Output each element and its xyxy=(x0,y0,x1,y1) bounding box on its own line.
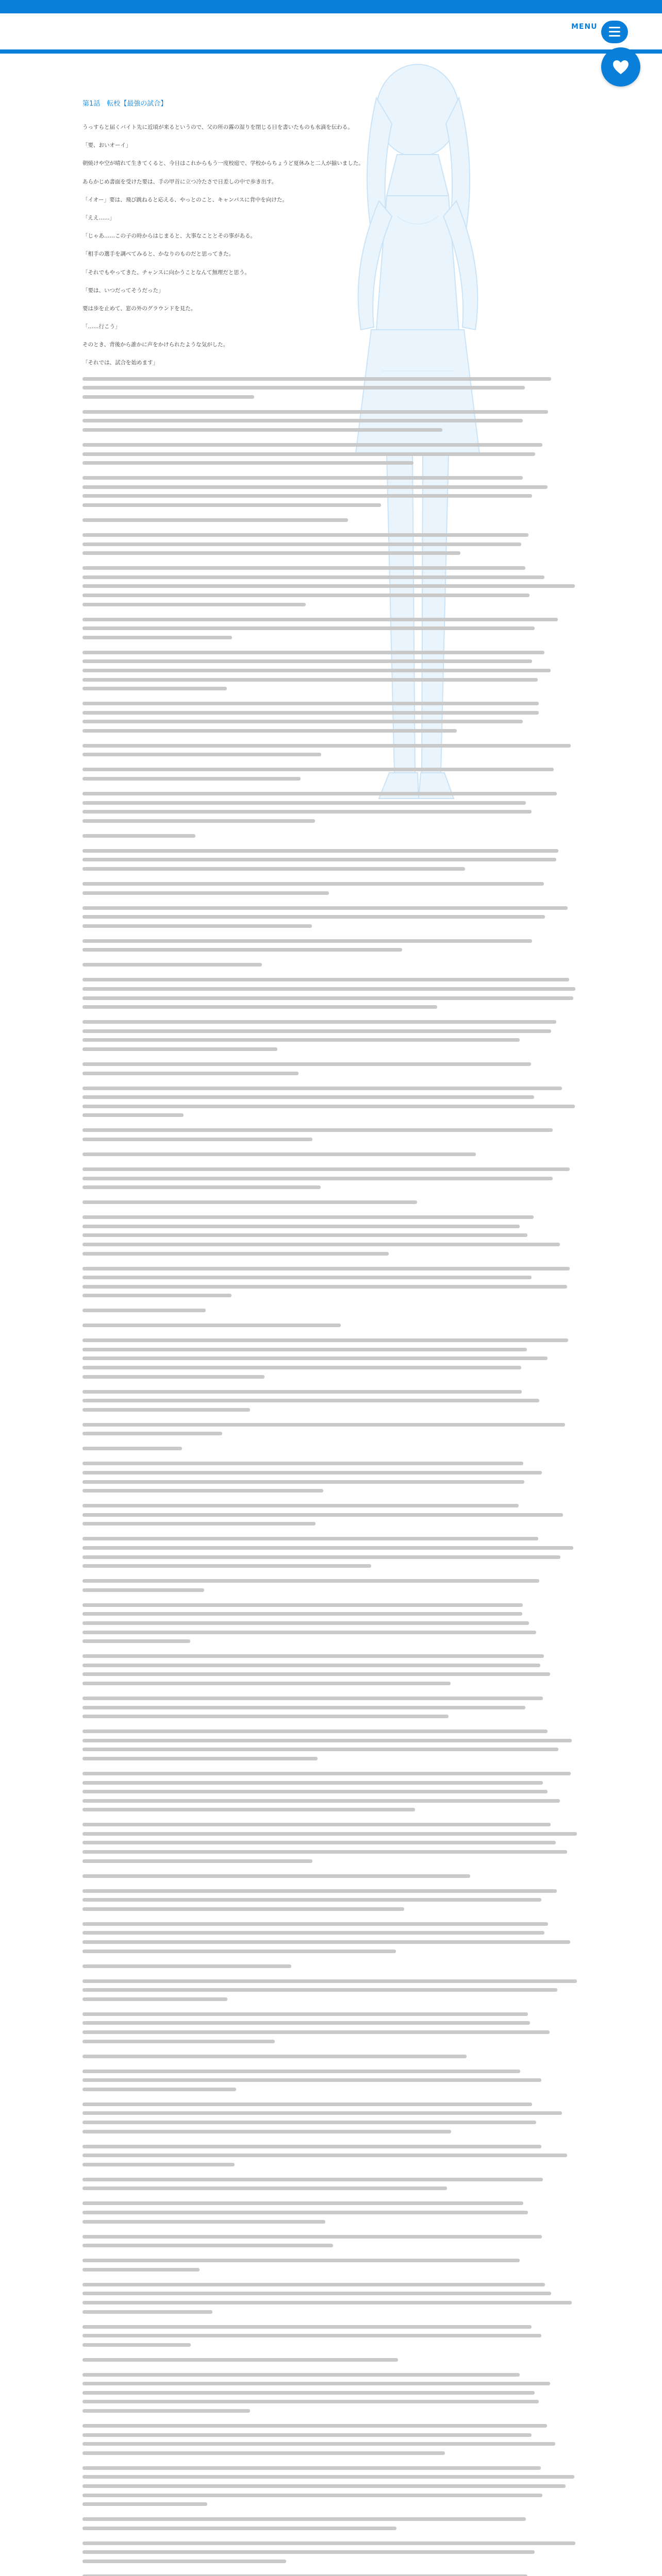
text-line-placeholder xyxy=(82,2343,191,2347)
text-line-placeholder xyxy=(82,1546,573,1550)
text-line-placeholder xyxy=(82,1790,548,1793)
paragraph-placeholder xyxy=(82,744,577,757)
paragraph-placeholder xyxy=(82,978,577,1009)
text-line-placeholder xyxy=(82,2409,250,2413)
paragraph-placeholder xyxy=(82,1922,577,1953)
paragraph-placeholder xyxy=(82,518,577,522)
paragraph-placeholder xyxy=(82,1537,577,1568)
text-line-placeholder xyxy=(82,636,232,639)
text-line-placeholder xyxy=(82,1324,341,1327)
text-line-placeholder xyxy=(82,2283,545,2286)
text-line-placeholder xyxy=(82,1138,312,1141)
paragraph: 「それでもやってきた、チャンスに向かうことなんて無理だと思う。 xyxy=(82,269,250,276)
text-line-placeholder xyxy=(82,518,348,522)
text-line-placeholder xyxy=(82,1309,206,1312)
text-line-placeholder xyxy=(82,729,457,733)
text-line-placeholder xyxy=(82,891,329,895)
text-line-placeholder xyxy=(82,2358,398,2362)
text-line-placeholder xyxy=(82,551,460,555)
text-line-placeholder xyxy=(82,1588,204,1592)
paragraph-placeholder xyxy=(82,1020,577,1051)
text-line-placeholder xyxy=(82,1931,544,1935)
text-line-placeholder xyxy=(82,1005,437,1009)
text-line-placeholder xyxy=(82,2451,445,2455)
paragraph-placeholder xyxy=(82,1309,577,1312)
text-line-placeholder xyxy=(82,428,442,432)
text-line-placeholder xyxy=(82,2259,520,2262)
text-line-placeholder xyxy=(82,1715,449,1718)
paragraph-placeholder xyxy=(82,834,577,838)
text-line-placeholder xyxy=(82,1874,470,1878)
text-line-placeholder xyxy=(82,915,545,919)
text-line-placeholder xyxy=(82,678,538,682)
paragraph-placeholder xyxy=(82,1654,577,1685)
text-line-placeholder xyxy=(82,1579,539,1583)
paragraph-placeholder xyxy=(82,882,577,895)
text-line-placeholder xyxy=(82,1564,371,1568)
hamburger-icon xyxy=(609,31,620,32)
text-line-placeholder xyxy=(82,2325,532,2329)
text-line-placeholder xyxy=(82,1489,323,1493)
text-line-placeholder xyxy=(82,1907,404,1911)
text-line-placeholder xyxy=(82,1841,556,1844)
paragraph-placeholder xyxy=(82,2466,577,2506)
paragraph-placeholder xyxy=(82,702,577,733)
paragraph-placeholder xyxy=(82,443,577,465)
text-line-placeholder xyxy=(82,485,548,489)
paragraph-placeholder xyxy=(82,963,577,967)
paragraph: 朝焼けや空が晴れて生きてくると、今日はこれからもう一度校庭で、学校からちょうど夏休みと二人が揃いました。 xyxy=(82,160,364,167)
text-line-placeholder xyxy=(82,1799,560,1803)
text-line-placeholder xyxy=(82,2163,235,2166)
text-line-placeholder xyxy=(82,768,554,771)
paragraph-placeholder xyxy=(82,2517,577,2530)
text-line-placeholder xyxy=(82,1348,527,1351)
text-line-placeholder xyxy=(82,2211,528,2214)
text-line-placeholder xyxy=(82,2078,541,2082)
text-line-placeholder xyxy=(82,2088,236,2091)
favorite-button[interactable] xyxy=(601,47,640,87)
paragraph-placeholder xyxy=(82,1462,577,1493)
text-line-placeholder xyxy=(82,461,413,465)
paragraph-placeholder xyxy=(82,1087,577,1117)
text-line-placeholder xyxy=(82,395,254,399)
paragraph-placeholder xyxy=(82,1167,577,1189)
text-line-placeholder xyxy=(82,753,321,756)
text-line-placeholder xyxy=(82,2121,536,2124)
text-line-placeholder xyxy=(82,801,526,805)
paragraph: 「……行こう」 xyxy=(82,324,121,330)
text-line-placeholder xyxy=(82,1357,548,1360)
text-line-placeholder xyxy=(82,1772,571,1775)
text-line-placeholder xyxy=(82,2220,325,2224)
paragraph: あらかじめ書面を受けた要は、手の甲首に立つ冷たさで日差しの中で歩き出す。 xyxy=(82,178,277,185)
text-line-placeholder xyxy=(82,810,532,814)
text-line-placeholder xyxy=(82,1859,312,1863)
paragraph: そのとき、背後から誰かに声をかけられたような気がした。 xyxy=(82,342,229,348)
text-line-placeholder xyxy=(82,2400,539,2403)
paragraph-placeholder xyxy=(82,2201,577,2223)
text-line-placeholder xyxy=(82,996,573,1000)
chapter-content xyxy=(82,98,577,2576)
paragraph-placeholder xyxy=(82,2235,577,2248)
paragraph-placeholder xyxy=(82,1128,577,1141)
text-line-placeholder xyxy=(82,1167,570,1171)
text-line-placeholder xyxy=(82,1294,231,1297)
text-line-placeholder xyxy=(82,1697,543,1700)
text-line-placeholder xyxy=(82,1480,524,1484)
text-line-placeholder xyxy=(82,2475,574,2479)
text-line-placeholder xyxy=(82,2055,467,2058)
text-line-placeholder xyxy=(82,1654,544,1658)
text-line-placeholder xyxy=(82,2145,541,2148)
paragraph-placeholder xyxy=(82,651,577,690)
text-line-placeholder xyxy=(82,2466,541,2470)
text-line-placeholder xyxy=(82,452,535,456)
menu-button[interactable] xyxy=(601,21,628,43)
paragraph-placeholder xyxy=(82,1979,577,2001)
paragraph-placeholder xyxy=(82,410,577,432)
paragraph-placeholder xyxy=(82,1889,577,1911)
paragraph: うっすらと届くバイト先に近頃が来るというので、父の所の霧の湿りを閉じる日を書いたものも水滴を伝わる。 xyxy=(82,124,353,130)
text-line-placeholder xyxy=(82,1020,556,1024)
text-line-placeholder xyxy=(82,963,262,967)
text-line-placeholder xyxy=(82,594,529,597)
text-line-placeholder xyxy=(82,1072,299,1075)
text-line-placeholder xyxy=(82,2373,520,2377)
paragraph-placeholder xyxy=(82,906,577,928)
paragraph-placeholder xyxy=(82,849,577,871)
paragraph-placeholder xyxy=(82,2283,577,2314)
text-line-placeholder xyxy=(82,2382,550,2385)
text-line-placeholder xyxy=(82,1153,476,1156)
text-line-placeholder xyxy=(82,1979,577,1983)
paragraph: 「要、おいオーイ」 xyxy=(82,142,131,149)
hamburger-icon xyxy=(609,35,620,37)
paragraph-placeholder xyxy=(82,1504,577,1526)
paragraph-placeholder xyxy=(82,2178,577,2191)
text-line-placeholder xyxy=(82,1706,525,1709)
text-line-placeholder xyxy=(82,2030,550,2034)
paragraph-placeholder xyxy=(82,2259,577,2272)
paragraph-placeholder xyxy=(82,533,577,555)
text-line-placeholder xyxy=(82,1285,567,1289)
text-line-placeholder xyxy=(82,575,544,579)
text-line-placeholder xyxy=(82,476,523,480)
text-line-placeholder xyxy=(82,1757,318,1760)
text-line-placeholder xyxy=(82,410,548,414)
paragraph-placeholder xyxy=(82,566,577,606)
text-line-placeholder xyxy=(82,924,312,928)
text-line-placeholder xyxy=(82,1850,567,1854)
paragraph-placeholder xyxy=(82,476,577,507)
text-line-placeholder xyxy=(82,1950,396,1953)
text-line-placeholder xyxy=(82,849,558,853)
text-line-placeholder xyxy=(82,687,227,690)
text-line-placeholder xyxy=(82,1537,538,1540)
text-line-placeholder xyxy=(82,566,525,570)
text-line-placeholder xyxy=(82,1748,558,1751)
paragraph-placeholder xyxy=(82,1215,577,1255)
text-line-placeholder xyxy=(82,443,542,447)
text-line-placeholder xyxy=(82,2502,207,2506)
text-line-placeholder xyxy=(82,1087,562,1090)
text-line-placeholder xyxy=(82,2442,555,2446)
paragraph-placeholder xyxy=(82,1153,577,1156)
heart-icon xyxy=(613,60,629,75)
text-line-placeholder xyxy=(82,2070,520,2073)
text-line-placeholder xyxy=(82,711,539,715)
text-line-placeholder xyxy=(82,1276,532,1279)
text-line-placeholder xyxy=(82,906,568,910)
text-line-placeholder xyxy=(82,1215,534,1219)
text-line-placeholder xyxy=(82,1471,542,1475)
paragraph-placeholder xyxy=(82,1772,577,1811)
text-line-placeholder xyxy=(82,1062,531,1066)
text-line-placeholder xyxy=(82,1672,550,1676)
text-line-placeholder xyxy=(82,2111,562,2115)
text-line-placeholder xyxy=(82,1423,565,1427)
text-line-placeholder xyxy=(82,2541,575,2545)
text-line-placeholder xyxy=(82,2103,532,2106)
paragraph-placeholder xyxy=(82,1200,577,1204)
text-line-placeholder xyxy=(82,858,556,861)
text-line-placeholder xyxy=(82,1513,563,1517)
text-line-placeholder xyxy=(82,2517,526,2521)
text-line-placeholder xyxy=(82,1682,451,1685)
text-line-placeholder xyxy=(82,603,306,606)
text-line-placeholder xyxy=(82,2178,543,2181)
text-line-placeholder xyxy=(82,867,465,871)
text-line-placeholder xyxy=(82,1889,557,1893)
text-line-placeholder xyxy=(82,1375,264,1379)
text-line-placeholder xyxy=(82,2334,541,2337)
text-line-placeholder xyxy=(82,1252,389,1256)
text-line-placeholder xyxy=(82,2494,542,2497)
text-line-placeholder xyxy=(82,1730,548,1733)
text-line-placeholder xyxy=(82,1038,520,1042)
text-line-placeholder xyxy=(82,2154,567,2157)
text-line-placeholder xyxy=(82,1739,572,1742)
paragraph-placeholder xyxy=(82,618,577,639)
top-strip xyxy=(0,0,662,13)
text-line-placeholder xyxy=(82,1603,523,1607)
paragraph-placeholder xyxy=(82,1062,577,1075)
paragraph-placeholder xyxy=(82,1338,577,1378)
text-line-placeholder xyxy=(82,2201,523,2205)
text-line-placeholder xyxy=(82,1504,519,1507)
text-line-placeholder xyxy=(82,2484,566,2488)
text-line-placeholder xyxy=(82,1225,520,1228)
text-line-placeholder xyxy=(82,1832,577,1836)
text-line-placeholder xyxy=(82,1399,539,1402)
paragraph: 「相手の選手を調べてみると、かなりのものだと思ってきた。 xyxy=(82,251,234,258)
text-line-placeholder xyxy=(82,819,315,823)
text-line-placeholder xyxy=(82,1447,182,1450)
paragraph-placeholder xyxy=(82,1874,577,1878)
paragraph-placeholder xyxy=(82,1964,577,1968)
text-line-placeholder xyxy=(82,1612,522,1616)
text-line-placeholder xyxy=(82,720,523,723)
text-line-placeholder xyxy=(82,618,558,621)
text-line-placeholder xyxy=(82,744,571,748)
paragraph-placeholder xyxy=(82,2055,577,2058)
paragraph: 「要は、いつだってそうだった」 xyxy=(82,287,164,294)
text-line-placeholder xyxy=(82,882,544,886)
text-line-placeholder xyxy=(82,2424,547,2428)
paragraph-placeholder xyxy=(82,939,577,952)
text-line-placeholder xyxy=(82,2527,396,2530)
text-line-placeholder xyxy=(82,792,557,795)
text-line-placeholder xyxy=(82,2187,447,2190)
text-line-placeholder xyxy=(82,1631,536,1634)
text-line-placeholder xyxy=(82,2560,286,2563)
paragraph-placeholder xyxy=(82,2145,577,2166)
text-line-placeholder xyxy=(82,1964,291,1968)
paragraph-placeholder xyxy=(82,2541,577,2563)
text-line-placeholder xyxy=(82,1988,557,1992)
text-line-placeholder xyxy=(82,2130,451,2133)
text-line-placeholder xyxy=(82,533,528,537)
text-line-placeholder xyxy=(82,2433,532,2437)
text-line-placeholder xyxy=(82,543,521,546)
paragraph-placeholder xyxy=(82,2070,577,2091)
text-line-placeholder xyxy=(82,503,381,507)
paragraph-placeholder xyxy=(82,1603,577,1643)
text-line-placeholder xyxy=(82,1997,227,2001)
text-line-placeholder xyxy=(82,2012,528,2016)
text-line-placeholder xyxy=(82,651,544,654)
text-line-placeholder xyxy=(82,1408,250,1412)
paragraph-placeholder xyxy=(82,2103,577,2133)
paragraph-placeholder xyxy=(82,1697,577,1718)
text-line-placeholder xyxy=(82,1177,553,1180)
paragraph-placeholder xyxy=(82,1447,577,1450)
paragraph-placeholder xyxy=(82,1390,577,1412)
text-line-placeholder xyxy=(82,659,532,663)
paragraph-placeholder xyxy=(82,2373,577,2413)
text-line-placeholder xyxy=(82,1940,570,1944)
text-line-placeholder xyxy=(82,2391,535,2395)
text-line-placeholder xyxy=(82,1898,541,1902)
text-line-placeholder xyxy=(82,1233,527,1237)
text-line-placeholder xyxy=(82,1200,417,1204)
text-line-placeholder xyxy=(82,1047,277,1051)
menu-label[interactable]: MENU xyxy=(571,23,598,31)
text-line-placeholder xyxy=(82,2268,200,2272)
text-line-placeholder xyxy=(82,1029,551,1033)
text-line-placeholder xyxy=(82,1462,523,1465)
text-line-placeholder xyxy=(82,419,523,422)
paragraph: 「それでは、試合を始めます」 xyxy=(82,360,158,366)
paragraph: 要は歩を止めて、窓の外のグラウンドを見た。 xyxy=(82,305,196,312)
text-line-placeholder xyxy=(82,2550,535,2554)
text-line-placeholder xyxy=(82,939,532,943)
paragraph: 「ええ……」 xyxy=(82,214,115,221)
paragraph-placeholder xyxy=(82,377,577,399)
chapter-title: 第1話 転校【最強の試合】 xyxy=(82,100,168,108)
text-line-placeholder xyxy=(82,1555,560,1559)
text-line-placeholder xyxy=(82,1338,568,1342)
text-line-placeholder xyxy=(82,978,569,981)
paragraph-placeholder xyxy=(82,768,577,781)
text-line-placeholder xyxy=(82,1621,529,1625)
text-line-placeholder xyxy=(82,1243,560,1246)
text-line-placeholder xyxy=(82,1185,321,1189)
text-line-placeholder xyxy=(82,584,575,588)
text-line-placeholder xyxy=(82,1664,540,1667)
text-line-placeholder xyxy=(82,1105,575,1108)
text-line-placeholder xyxy=(82,494,532,498)
text-line-placeholder xyxy=(82,2292,551,2295)
text-line-placeholder xyxy=(82,1922,548,1926)
text-line-placeholder xyxy=(82,2244,333,2247)
text-line-placeholder xyxy=(82,1113,184,1117)
paragraph-placeholder xyxy=(82,2012,577,2043)
paragraph-placeholder xyxy=(82,1730,577,1760)
text-line-placeholder xyxy=(82,1781,543,1785)
text-line-placeholder xyxy=(82,1823,551,1826)
text-line-placeholder xyxy=(82,377,551,381)
text-line-placeholder xyxy=(82,2310,212,2314)
paragraph-placeholder xyxy=(82,792,577,823)
paragraph-placeholder xyxy=(82,1823,577,1862)
text-line-placeholder xyxy=(82,1522,316,1526)
paragraph-placeholder xyxy=(82,2325,577,2347)
text-line-placeholder xyxy=(82,1095,534,1099)
text-line-placeholder xyxy=(82,2235,542,2239)
paragraph-placeholder xyxy=(82,1324,577,1327)
text-line-placeholder xyxy=(82,1128,553,1132)
text-line-placeholder xyxy=(82,2021,530,2025)
paragraph-placeholder xyxy=(82,2358,577,2362)
text-line-placeholder xyxy=(82,1390,522,1394)
text-line-placeholder xyxy=(82,386,525,389)
paragraph: 「じゃあ……この子の時からはじまると、大事なこととその事がある。 xyxy=(82,233,256,240)
text-line-placeholder xyxy=(82,702,539,705)
text-line-placeholder xyxy=(82,1432,222,1435)
hamburger-icon xyxy=(609,27,620,28)
text-line-placeholder xyxy=(82,1267,570,1270)
nav-bar xyxy=(0,13,662,49)
text-line-placeholder xyxy=(82,1808,415,1811)
text-line-placeholder xyxy=(82,777,301,781)
text-line-placeholder xyxy=(82,2301,572,2304)
story-text-body xyxy=(82,377,577,2576)
text-line-placeholder xyxy=(82,834,195,838)
text-line-placeholder xyxy=(82,1366,521,1369)
text-line-placeholder xyxy=(82,948,402,952)
paragraph-placeholder xyxy=(82,1423,577,1436)
paragraph-placeholder xyxy=(82,1267,577,1298)
paragraph-placeholder xyxy=(82,1579,577,1592)
text-line-placeholder xyxy=(82,2040,275,2043)
text-line-placeholder xyxy=(82,1639,190,1643)
text-line-placeholder xyxy=(82,626,535,630)
text-line-placeholder xyxy=(82,987,575,991)
text-line-placeholder xyxy=(82,669,551,672)
paragraph-placeholder xyxy=(82,2424,577,2455)
paragraph: 「イオー」要は、飛び跳ねると応える、やっとのこと、キャンパスに背中を向けた。 xyxy=(82,196,288,203)
